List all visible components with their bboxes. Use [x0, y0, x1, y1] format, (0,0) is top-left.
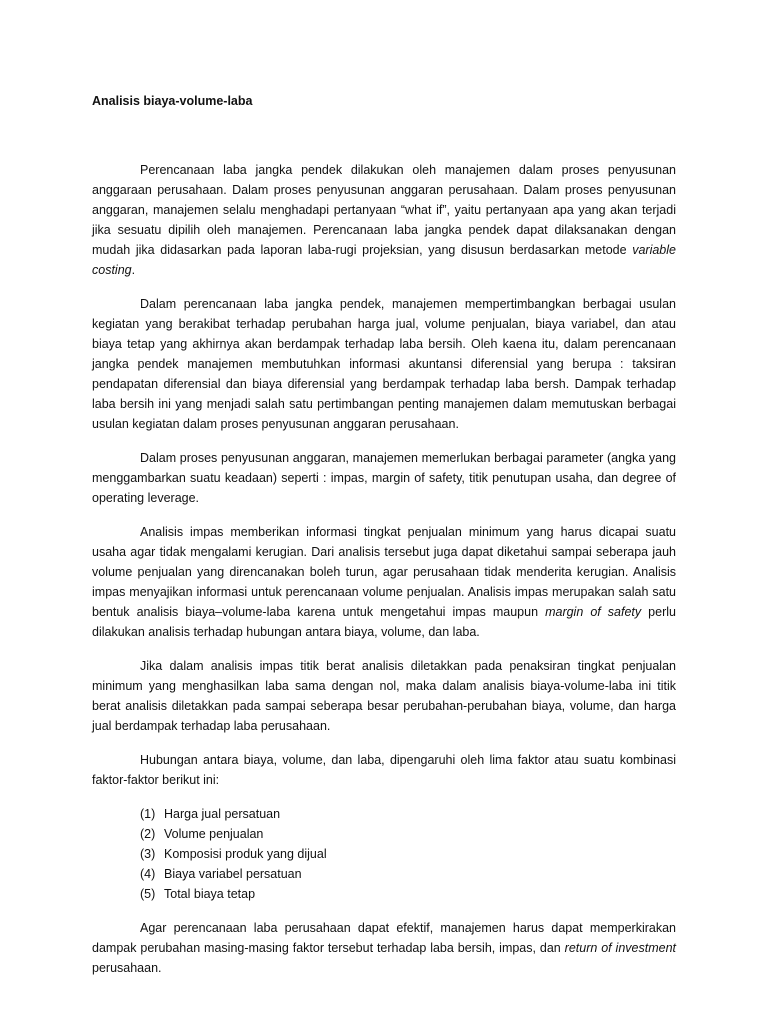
paragraph-7-text: Agar perencanaan laba perusahaan dapat efektif, manajemen harus dapat memperkirakan dampak perubahan masing-masing faktor tersebut terhadap laba bersih, impas, dan — [92, 921, 676, 955]
paragraph-7 — [92, 918, 676, 978]
list-item-label: Harga jual persatuan — [164, 807, 281, 821]
paragraph-7-emphasis: return of investment — [564, 941, 676, 955]
list-item — [140, 844, 676, 864]
document-body — [92, 160, 676, 978]
list-item — [140, 804, 676, 824]
list-item-label: Total biaya tetap — [164, 887, 256, 901]
paragraph-7-tail: perusahaan. — [92, 961, 162, 975]
paragraph-2: Dalam perencanaan laba jangka pendek, manajemen mempertimbangkan berbagai usulan kegiatan yang berakibat terhadap perubahan harga jual, volume penjualan, biaya variabel, dan atau biaya tetap yang akhirnya akan berdampak terhadap laba bersih. Oleh kaena itu, dalam perencanaan jangka pendek manajemen membutuhkan informasi akuntansi diferensial yang berupa : taksiran pendapatan diferensial dan biaya diferensial yang berdampak terhadap laba bersh. Dampak terhadap laba bersih ini yang menjadi salah satu pertimbangan penting manajemen dalam memutuskan berbagai usulan kegiatan dalam proses penyusunan anggaran perusahaan. — [92, 297, 676, 431]
paragraph-4-text: Analisis impas memberikan informasi tingkat penjualan minimum yang harus dicapai suatu usaha agar tidak mengalami kerugian. Dari analisis tersebut juga dapat diketahui sampai seberapa jauh volume penjualan yang direncanakan boleh turun, agar perusahaan tidak menderita kerugian. Analisis impas menyajikan informasi untuk perencanaan volume penjualan. Analisis impas merupakan salah satu bentuk analisis biaya–volume-laba karena untuk mengetahui impas maupun — [92, 525, 676, 619]
list-item — [140, 824, 676, 844]
paragraph-1-text: Perencanaan laba jangka pendek dilakukan oleh manajemen dalam proses penyusunan anggaraan perusahaan. Dalam proses penyusunan anggaran perusahaan. Dalam proses penyusunan anggaran, manajemen selalu menghadapi pertanyaan “what if”, yaitu pertanyaan apa yang akan terjadi jika sesuatu dipilih oleh manajemen. Perencanaan laba jangka pendek dapat dilaksanakan dengan mudah jika didasarkan pada laporan laba-rugi projeksian, yang disusun berdasarkan metode — [92, 163, 676, 257]
paragraph-3: Dalam proses penyusunan anggaran, manajemen memerlukan berbagai parameter (angka yang menggambarkan suatu keadaan) seperti : impas, margin of safety, titik penutupan usaha, dan degree of operating leverage. — [92, 451, 676, 505]
list-item-label: Biaya variabel persatuan — [164, 867, 302, 881]
paragraph-1 — [92, 160, 676, 280]
list-item-number: (4) — [140, 867, 156, 881]
list-item-label: Komposisi produk yang dijual — [164, 847, 327, 861]
paragraph-1-emphasis: variable costing — [92, 243, 676, 277]
paragraph-4 — [92, 522, 676, 642]
list-item — [140, 864, 676, 884]
list-item-number: (3) — [140, 847, 156, 861]
paragraph-1-tail: . — [131, 263, 136, 277]
list-item-number: (1) — [140, 807, 156, 821]
factor-list — [92, 804, 676, 904]
list-item-label: Volume penjualan — [164, 827, 264, 841]
paragraph-4-tail: perlu dilakukan analisis terhadap hubungan antara biaya, volume, dan laba. — [92, 605, 676, 639]
paragraph-6: Hubungan antara biaya, volume, dan laba, dipengaruhi oleh lima faktor atau suatu kombinasi faktor-faktor berikut ini: — [92, 753, 676, 787]
paragraph-5: Jika dalam analisis impas titik berat analisis diletakkan pada penaksiran tingkat penjualan minimum yang menghasilkan laba sama dengan nol, maka dalam analisis biaya-volume-laba ini titik berat analisis diletakkan pada sampai seberapa besar perubahan-perubahan biaya, volume, dan harga jual berdampak terhadap laba perusahaan. — [92, 659, 676, 733]
paragraph-4-emphasis: margin of safety — [545, 605, 642, 619]
document-title: Analisis biaya-volume-laba — [92, 94, 253, 108]
list-item-number: (5) — [140, 887, 156, 901]
list-item — [140, 884, 676, 904]
list-item-number: (2) — [140, 827, 156, 841]
